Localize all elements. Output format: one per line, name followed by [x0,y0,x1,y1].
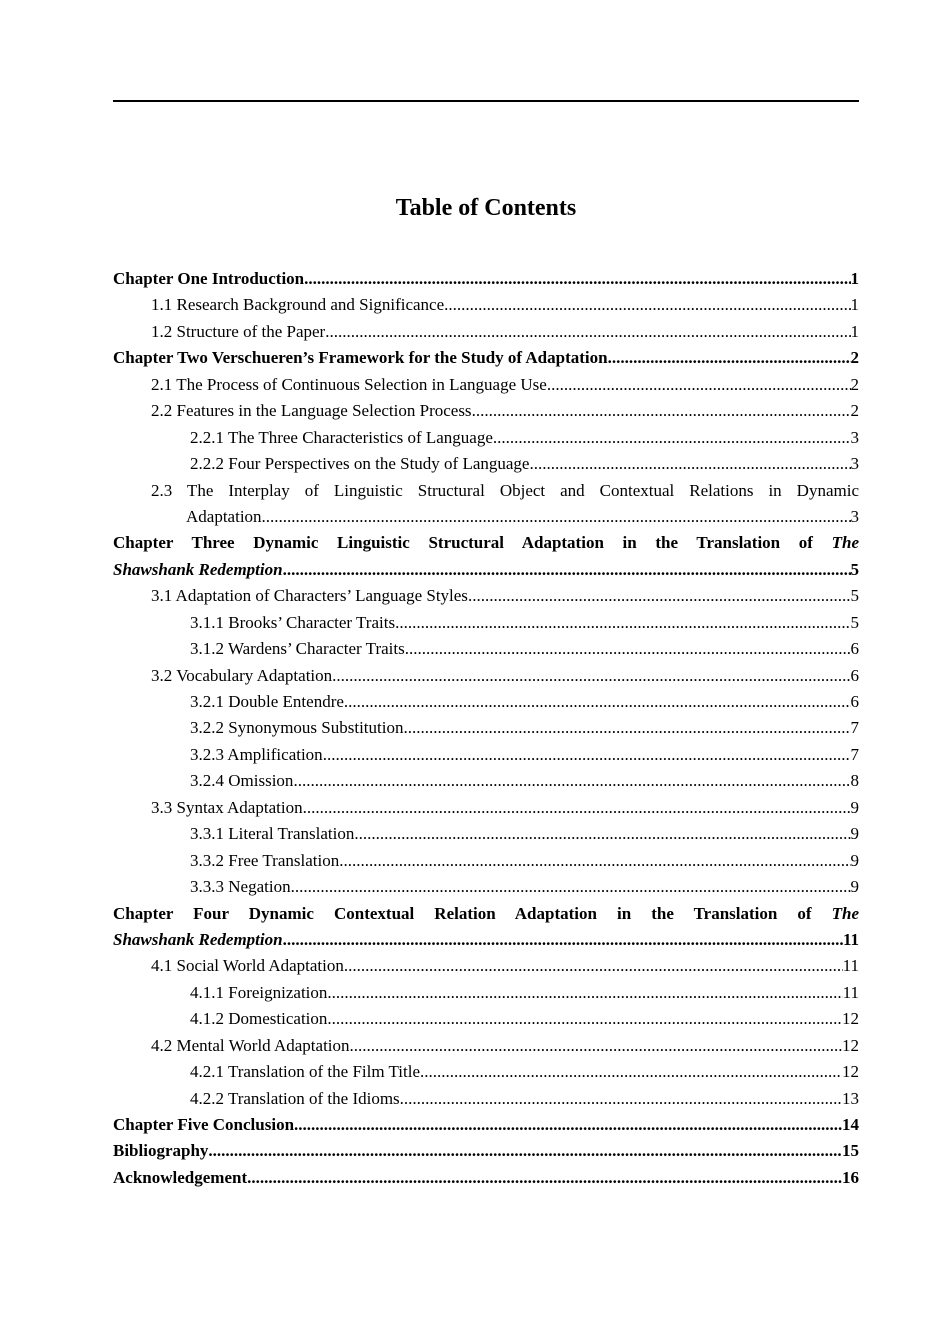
toc-page-number: 3 [850,454,859,474]
toc-page-number: 1 [850,321,859,341]
toc-leader-dots [293,768,850,794]
toc-leader-dots [444,292,850,318]
toc-entry-title: 4.2.2 Translation of the Idioms [190,1088,400,1108]
toc-page-number: 7 [850,744,859,764]
toc-entry[interactable] [113,1086,859,1112]
toc-entry[interactable] [113,530,859,583]
toc-leader-dots [344,953,843,979]
toc-leader-dots [294,1112,842,1138]
toc-entry-title-line1 [113,901,859,927]
toc-entry[interactable] [113,874,859,900]
toc-entry[interactable] [113,1165,859,1191]
toc-entry[interactable] [113,768,859,794]
toc-leader-dots [323,742,851,768]
toc-page-number: 15 [842,1141,859,1161]
toc-leader-dots [354,821,850,847]
toc-page-number: 7 [850,718,859,738]
toc-entry[interactable] [113,610,859,636]
toc-entry[interactable] [113,1033,859,1059]
toc-leader-dots [350,1033,842,1059]
toc-entry-title: 3.1 Adaptation of Characters’ Language Styles [151,586,468,606]
toc-leader-dots [262,504,851,530]
toc-leader-dots [420,1059,842,1085]
toc-page-number: 5 [850,586,859,606]
toc-leader-dots [283,557,851,583]
toc-page-number: 1 [850,269,859,288]
toc-page-number: 6 [850,665,859,685]
toc-entry[interactable] [113,1112,859,1138]
toc-entry[interactable] [113,372,859,398]
toc-page-number: 2 [850,401,859,421]
toc-entry-text: Chapter Three Dynamic Linguistic Structural Adaptation in the Translation of [113,533,813,553]
toc-entry-title-line2: Adaptation [186,506,262,526]
toc-leader-dots [327,980,842,1006]
toc-page-number: 11 [842,929,859,949]
toc-leader-dots [405,636,851,662]
toc-page-number: 11 [842,982,859,1002]
toc-page-number: 12 [842,1035,859,1055]
toc-entry[interactable] [113,795,859,821]
toc-entry-title: 2.2.2 Four Perspectives on the Study of Language [190,454,530,474]
toc-entry-title: Chapter Two Verschueren’s Framework for the Study of Adaptation [113,348,608,368]
toc-entry[interactable] [113,901,859,954]
toc-leader-dots [547,372,851,398]
toc-leader-dots [608,345,851,371]
toc-page-number: 5 [850,559,859,579]
toc-leader-dots [403,715,850,741]
toc-page-number: 11 [842,956,859,976]
toc-entry[interactable] [113,266,859,292]
toc-entry-title: 3.2.3 Amplification [190,744,323,764]
toc-page-number: 9 [850,850,859,870]
toc-entry[interactable] [113,292,859,318]
toc-entry-title: 3.2 Vocabulary Adaptation [151,665,333,685]
toc-entry[interactable] [113,345,859,371]
toc-page-number: 9 [850,824,859,844]
toc-entry-title: 2.2 Features in the Language Selection Process [151,401,472,421]
toc-leader-dots [395,610,850,636]
toc-page-number: 16 [842,1167,859,1187]
toc-page-number: 14 [842,1115,859,1134]
toc-leader-dots [325,319,850,345]
toc-page-number: 8 [850,771,859,791]
toc-leader-dots [529,451,850,477]
toc-entry-title: 3.2.4 Omission [190,771,294,791]
toc-page-number: 2 [850,374,859,394]
toc-entry-title-line2: Shawshank Redemption [113,559,283,579]
toc-entry[interactable] [113,451,859,477]
toc-page-number: 3 [850,506,859,526]
toc-entry-title: 3.3.2 Free Translation [190,850,340,870]
toc-entry-title: 3.2.2 Synonymous Substitution [190,718,404,738]
toc-entry-title: 2.2.1 The Three Characteristics of Language [190,427,493,447]
toc-page-number: 1 [850,295,859,315]
toc-page-number: 9 [850,877,859,897]
toc-page-number: 12 [842,1062,859,1082]
toc-leader-dots [247,1165,842,1191]
toc-leader-dots [283,927,843,953]
toc-leader-dots [339,848,850,874]
toc-entry[interactable] [113,398,859,424]
toc-leader-dots [304,266,850,292]
toc-page-number: 2 [850,348,859,368]
toc-entry-title: 4.2.1 Translation of the Film Title [190,1062,421,1082]
toc-entry-italic-word: The [831,903,859,923]
toc-page-number: 9 [850,797,859,817]
toc-entry-title: 3.3.3 Negation [190,877,291,897]
toc-entry-title: Chapter Five Conclusion [113,1115,295,1134]
toc-entry[interactable] [113,583,859,609]
toc-entry-title: Chapter One Introduction [113,269,305,288]
toc-leader-dots [468,583,851,609]
toc-page-number: 6 [850,639,859,659]
toc-entry-title: 4.1.1 Foreignization [190,982,328,1002]
toc-entry[interactable] [113,663,859,689]
toc-entry-title: Acknowledgement [113,1167,248,1187]
toc-leader-dots [493,425,851,451]
table-of-contents [113,266,859,1191]
toc-entry-title: 1.2 Structure of the Paper [151,321,326,341]
toc-entry[interactable] [113,636,859,662]
toc-entry[interactable] [113,478,859,531]
toc-entry[interactable] [113,980,859,1006]
toc-entry[interactable] [113,953,859,979]
toc-entry[interactable] [113,1059,859,1085]
toc-entry[interactable] [113,319,859,345]
toc-leader-dots [208,1138,842,1164]
toc-page-number: 13 [842,1088,859,1108]
toc-entry[interactable] [113,715,859,741]
toc-entry-title: 4.1 Social World Adaptation [151,956,344,976]
toc-entry-text: Chapter Four Dynamic Contextual Relation Adaptation in the Translation of [113,903,812,923]
toc-leader-dots [332,663,850,689]
toc-entry[interactable] [113,689,859,715]
toc-entry[interactable] [113,425,859,451]
toc-entry-title: 3.1.1 Brooks’ Character Traits [190,612,396,632]
toc-entry[interactable] [113,1006,859,1032]
toc-entry[interactable] [113,848,859,874]
toc-entry-title-line2: Shawshank Redemption [113,929,283,949]
toc-entry-italic-word: The [831,533,859,553]
toc-entry-title: 3.3.1 Literal Translation [190,824,355,844]
toc-entry-title: 4.2 Mental World Adaptation [151,1035,350,1055]
page-title: Table of Contents [395,195,577,221]
toc-page-number: 6 [850,692,859,711]
toc-leader-dots [344,689,851,715]
toc-page-number: 12 [842,1009,859,1029]
toc-entry-title-line1 [113,478,859,504]
toc-leader-dots [472,398,851,424]
toc-entry[interactable] [113,742,859,768]
toc-entry-title: 3.3 Syntax Adaptation [151,797,303,817]
toc-entry-title: Bibliography [113,1141,209,1161]
header-rule [113,100,859,102]
toc-leader-dots [400,1086,842,1112]
toc-leader-dots [327,1006,842,1032]
toc-entry[interactable] [113,1138,859,1164]
toc-entry-title: 3.2.1 Double Entendre [190,692,344,711]
toc-entry[interactable] [113,821,859,847]
toc-leader-dots [303,795,851,821]
toc-page-number: 3 [850,427,859,447]
toc-leader-dots [291,874,851,900]
toc-page-number: 5 [850,612,859,632]
toc-entry-text: 2.3 The Interplay of Linguistic Structural Object and Contextual Relations in Dynamic [151,480,859,500]
toc-entry-title: 1.1 Research Background and Significance [151,295,445,315]
toc-entry-title-line1 [113,530,859,556]
toc-entry-title: 2.1 The Process of Continuous Selection in Language Use [151,374,547,394]
toc-entry-title: 4.1.2 Domestication [190,1009,328,1029]
toc-entry-title: 3.1.2 Wardens’ Character Traits [190,639,405,659]
